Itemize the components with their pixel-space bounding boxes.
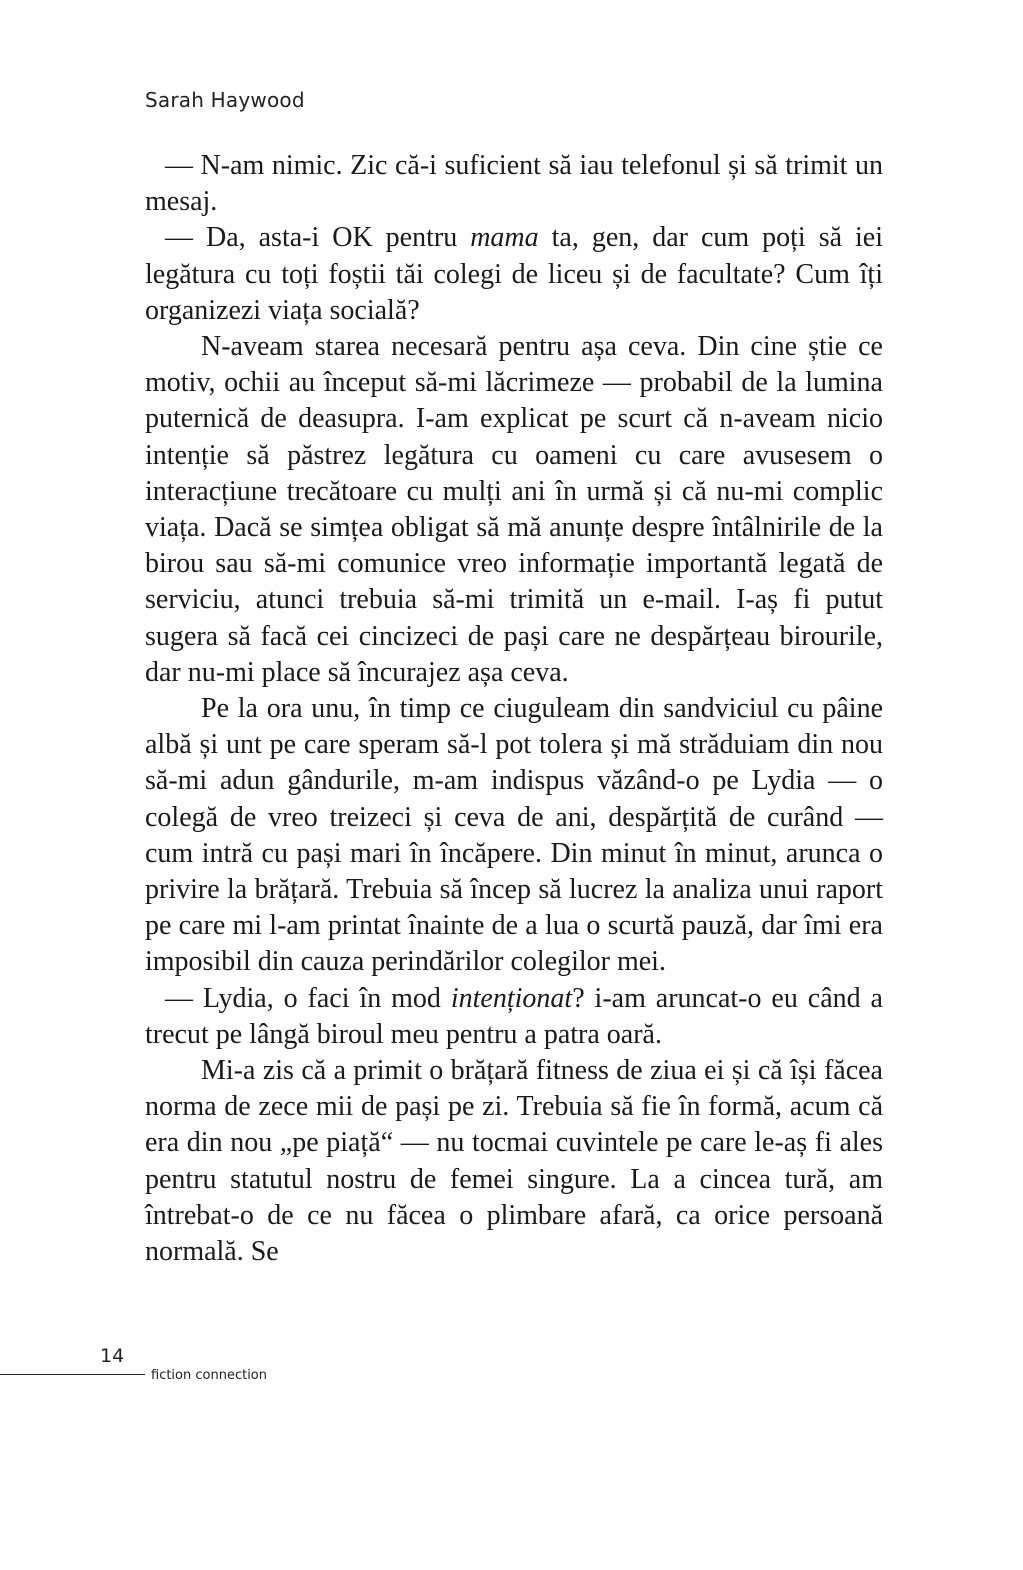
- paragraph-5: [145, 981, 883, 1053]
- paragraph-5-text: — Lydia, o faci în mod: [165, 982, 451, 1014]
- paragraph-2-text: — Da, asta-i OK pentru: [165, 222, 471, 254]
- body-text: [145, 148, 883, 1270]
- paragraph-3: [145, 329, 883, 691]
- footer-rule: [0, 1374, 145, 1375]
- imprint-name: fiction connection: [151, 1368, 267, 1383]
- paragraph-6-text: Mi-a zis că a primit o brățară fitness de ziua ei și că își făcea norma de zece mii de pași pe zi. Trebuia să fie în formă, acum că era din nou „pe piață“ — nu tocmai cuvintele pe care le-aș fi ales pentru statutul nostru de femei singure. La a cincea tură, am întrebat-o de ce nu făcea o plimbare afară, ca orice persoană normală. Se: [145, 1055, 883, 1268]
- paragraph-4-text: Pe la ora unu, în timp ce ciuguleam din sandviciul cu pâine albă și unt pe care speram să-l pot tolera și mă străduiam din nou să-mi adun gândurile, m-am indispus văzând-o pe Lydia — o colegă de vreo treizeci și ceva de ani, despărțită de curând — cum intră cu pași mari în încăpere. Din minut în minut, arunca o privire la brățară. Trebuia să încep să lucrez la analiza unui raport pe care mi l-am printat înainte de a lua o scurtă pauză, dar îmi era imposibil din cauza perindărilor colegilor mei.: [145, 693, 883, 978]
- paragraph-5-text-end: ? i-am aruncat-o eu când a trecut pe lângă biroul meu pentru a patra oară.: [145, 982, 883, 1050]
- paragraph-2-text-end: ta, gen, dar cum poți să iei legătura cu toți foștii tăi colegi de liceu și de facultate? Cum îți organizezi viața socială?: [145, 222, 883, 326]
- paragraph-2-italic-word: mama: [470, 222, 539, 254]
- paragraph-4: [145, 691, 883, 981]
- page-number: 14: [100, 1345, 125, 1367]
- paragraph-5-italic-word: intenționat: [450, 982, 573, 1014]
- running-header-author: Sarah Haywood: [145, 88, 305, 112]
- paragraph-1: [145, 148, 883, 220]
- paragraph-3-text: N-aveam starea necesară pentru așa ceva. Din cine știe ce motiv, ochii au început să-mi lăcrimeze — probabil de la lumina puternică de deasupra. I-am explicat pe scurt că n-aveam nicio intenție să păstrez legătura cu oameni cu care avusesem o interacțiune trecătoare cu mulți ani în urmă și că nu-mi complic viața. Dacă se simțea obligat să mă anunțe despre întâlnirile de la birou sau să-mi comunice vreo informație importantă legată de serviciu, atunci trebuia să-mi trimită un e-mail. I-aș fi putut sugera să facă cei cincizeci de pași care ne despărțeau birourile, dar nu-mi place să încurajez așa ceva.: [145, 331, 883, 688]
- paragraph-2: [145, 220, 883, 329]
- paragraph-1-text: — N-am nimic. Zic că-i suficient să iau telefonul și să trimit un mesaj.: [145, 150, 883, 218]
- paragraph-6: [145, 1053, 883, 1270]
